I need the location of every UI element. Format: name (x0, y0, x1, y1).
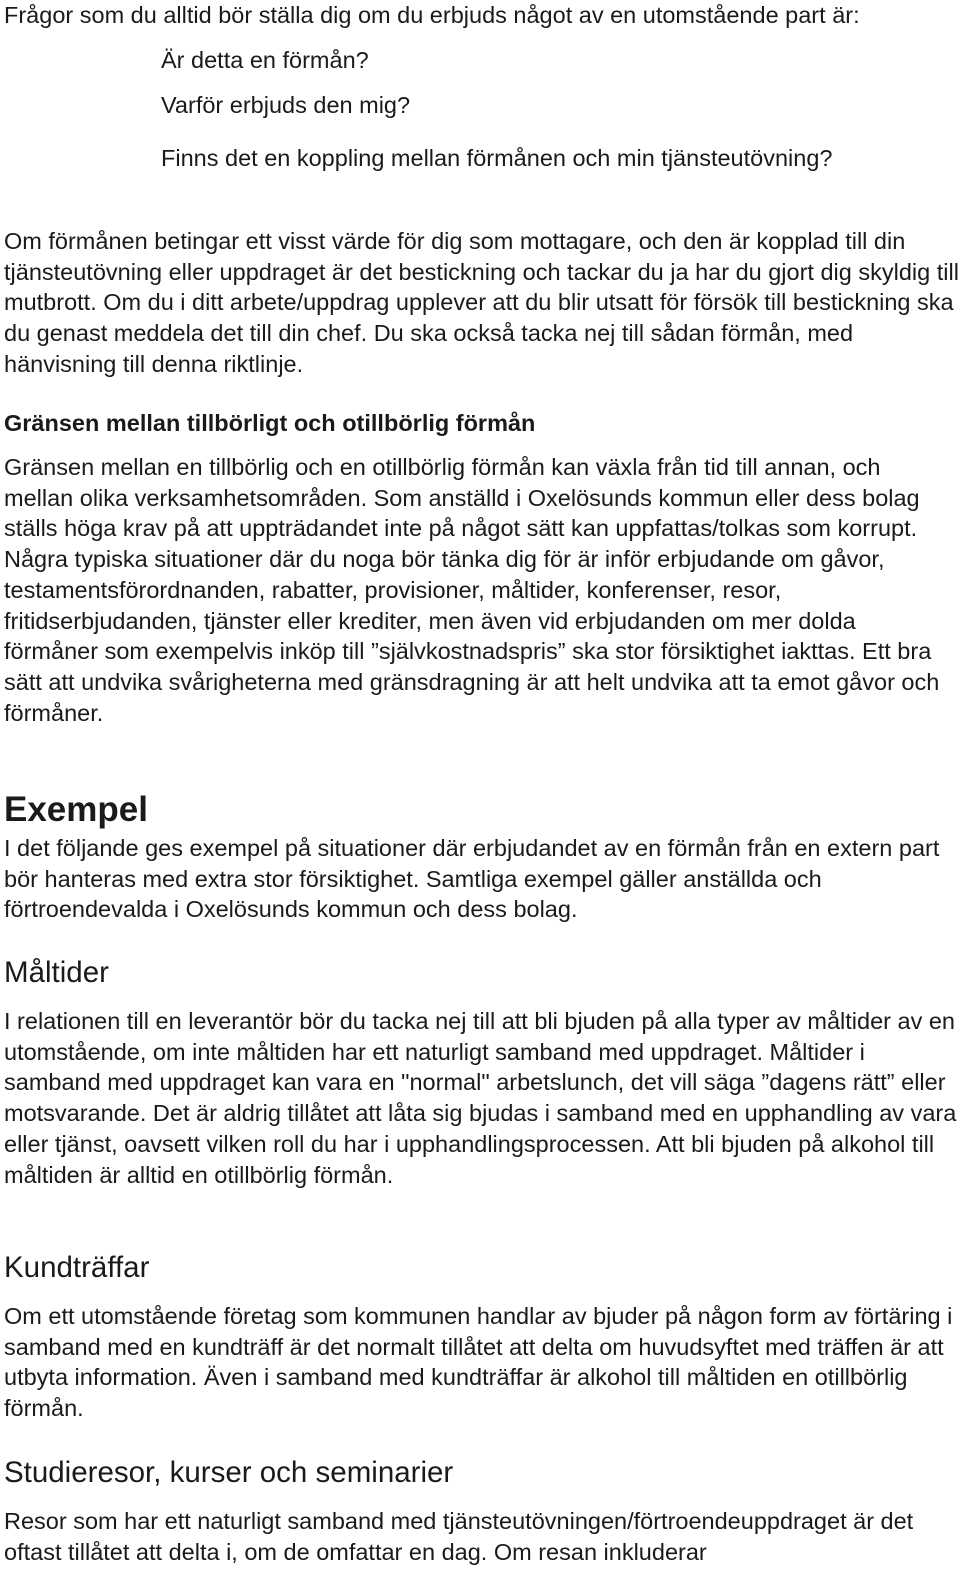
heading-exempel: Exempel (4, 790, 148, 829)
heading-gransen: Gränsen mellan tillbörligt och otillbörlig förmån (4, 410, 536, 436)
intro-block (4, 0, 960, 185)
heading-studieresor: Studieresor, kurser och seminarier (4, 1456, 454, 1489)
heading-kundtraffar: Kundträffar (4, 1251, 150, 1284)
paragraph-kundtraffar: Om ett utomstående företag som kommunen handlar av bjuder på någon form av förtäring i samband med en kundträff är det normalt tillåtet att delta om huvudsyftet med träffen är att utbyta information. Även i samband med kundträffar är alkohol till måltiden en otillbörlig förmån. (4, 1303, 953, 1422)
paragraph-mutbrott: Om förmånen betingar ett visst värde för dig som mottagare, och den är kopplad till din tjänsteutövning eller uppdraget är det bestickning och tackar du ja har du gjort dig skyldig till mutbrott. Om du i ditt arbete/uppdrag upplever att du blir utsatt för försök till bestickning ska du genast meddela det till din chef. Du ska också tacka nej till sådan förmån, med hänvisning till denna riktlinje. (4, 228, 959, 377)
heading-maltider: Måltider (4, 956, 109, 989)
paragraph-gransen: Gränsen mellan en tillbörlig och en otillbörlig förmån kan växla från tid till annan, och mellan olika verksamhetsområden. Som anställd i Oxelösunds kommun eller dess bolag ställs höga krav på att uppträdandet inte på något sätt kan uppfattas/tolkas som korrupt. Några typiska situationer där du noga bör tänka dig för är inför erbjudande om gåvor, testamentsförordnanden, rabatter, provisioner, måltider, konferenser, resor, fritidserbjudanden, tjänster eller krediter, men även vid erbjudanden om mer dolda förmåner som exempelvis inköp till ”självkostnadspris” ska stor försiktighet iakttas. Ett bra sätt att undvika svårigheterna med gränsdragning är att helt undvika att ta emot gåvor och förmåner. (4, 454, 940, 726)
paragraph-exempel: I det följande ges exempel på situationer där erbjudandet av en förmån från en extern part bör hanteras med extra stor försiktighet. Samtliga exempel gäller anställda och förtroendevalda i Oxelösunds kommun och dess bolag. (4, 835, 940, 923)
question-item: Varför erbjuds den mig? (161, 92, 411, 118)
question-list (4, 30, 960, 185)
question-item: Är detta en förmån? (161, 47, 369, 73)
question-item: Finns det en koppling mellan förmånen och min tjänsteutövning? (161, 145, 833, 171)
paragraph-studieresor: Resor som har ett naturligt samband med tjänsteutövningen/förtroendeuppdraget är det oftast tillåtet att delta i, om de omfattar en dag. Om resan inkluderar (4, 1508, 914, 1565)
intro-text: Frågor som du alltid bör ställa dig om du erbjuds något av en utomstående part är: (4, 2, 860, 28)
paragraph-maltider: I relationen till en leverantör bör du tacka nej till att bli bjuden på alla typer av måltider av en utomstående, om inte måltiden har ett naturligt samband med uppdraget. Måltider i samband med uppdraget kan vara en "normal" arbetslunch, det vill säga ”dagens rätt” eller motsvarande. Det är aldrig tillåtet att låta sig bjudas i samband med en upphandling av vara eller tjänst, oavsett vilken roll du har i upphandlingsprocessen. Att bli bjuden på alkohol till måltiden är alltid en otillbörlig förmån. (4, 1008, 957, 1188)
